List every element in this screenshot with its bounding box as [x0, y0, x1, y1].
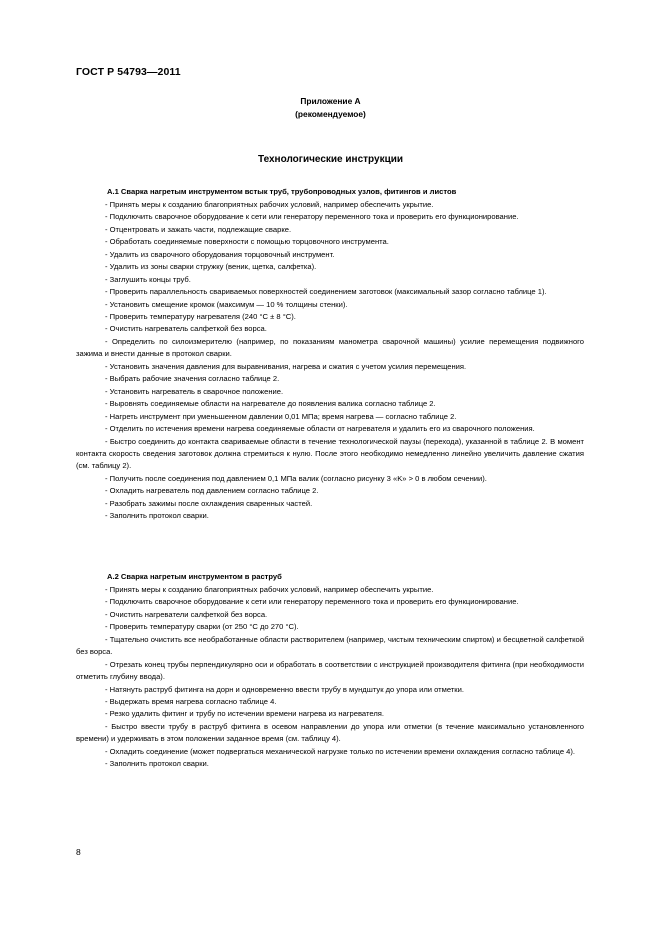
instruction-item: - Разобрать зажимы после охлаждения сваренных частей. [105, 498, 313, 508]
instruction-item: - Принять меры к созданию благоприятных рабочих условий, например обеспечить укрытие. [105, 584, 434, 594]
instruction-item: - Удалить из зоны сварки стружку (веник, щетка, салфетка). [105, 262, 317, 272]
instruction-item: - Тщательно очистить все необработанные области растворителем (например, чистым техническим спиртом) и бесцветной салфеткой без ворса. [76, 634, 584, 657]
instruction-item: - Очистить нагреватели салфеткой без ворса. [105, 609, 268, 619]
instruction-item: - Отделить по истечения времени нагрева соединяемые области от нагревателя и удалить его из сварочного положения. [105, 424, 535, 434]
instruction-item: - Заполнить протокол сварки. [105, 759, 209, 769]
instruction-item: - Быстро соединить до контакта свариваемые области в течение технологической паузы (перехода), указанной в таблице 2. В момент контакта скорость сведения заготовок должна стремиться к нулю. После этого необходимо немедленно линейно увеличить давление сжатия (см. таблицу 2). [76, 436, 584, 471]
instruction-item: - Выдержать время нагрева согласно таблице 4. [105, 697, 277, 707]
instruction-item: - Проверить температуру нагревателя (240 °С ± 8 °С). [105, 312, 296, 322]
instruction-item: - Охладить нагреватель под давлением согласно таблице 2. [105, 486, 319, 496]
document-header: ГОСТ Р 54793—2011 [76, 66, 181, 78]
section-heading: А.2 Сварка нагретым инструментом в раструб [107, 572, 282, 581]
instruction-item: - Проверить параллельность свариваемых поверхностей соединением заготовок (максимальный зазор согласно таблице 1). [105, 287, 547, 297]
instruction-item: - Быстро ввести трубу в раструб фитинга в осевом направлении до упора или отметки (в течение максимально установленного времени) и удерживать в этом положении заданное время (см. таблицу 4). [76, 721, 584, 744]
instruction-item: - Подключить сварочное оборудование к сети или генератору переменного тока и проверить его функционирование. [105, 597, 519, 607]
instruction-item: - Заполнить протокол сварки. [105, 511, 209, 521]
instruction-item: - Удалить из сварочного оборудования торцовочный инструмент. [105, 249, 335, 259]
instruction-item: - Охладить соединение (может подвергаться механической нагрузке только по истечении времени охлаждения согласно таблице 4). [105, 746, 576, 756]
annex-block [0, 95, 661, 121]
annex-title: Приложение А [300, 96, 361, 106]
instruction-item: - Заглушить концы труб. [105, 274, 191, 284]
instruction-item: - Проверить температуру сварки (от 250 °С до 270 °С). [105, 622, 299, 632]
instruction-item: - Определить по силоизмерителю (например, по показаниям манометра сварочной машины) усилие перемещения подвижного зажима и внести данные в протокол сварки. [76, 336, 584, 359]
instruction-item: - Установить смещение кромок (максимум — 10 % толщины стенки). [105, 299, 348, 309]
instruction-item: - Обработать соединяемые поверхности с помощью торцовочного инструмента. [105, 237, 389, 247]
section-heading: А.1 Сварка нагретым инструментом встык труб, трубопроводных узлов, фитингов и листов [107, 187, 457, 196]
section-a1 [76, 186, 584, 523]
instruction-item: - Выровнять соединяемые области на нагревателе до появления валика согласно таблице 2. [105, 399, 436, 409]
instruction-item: - Очистить нагреватель салфеткой без ворса. [105, 324, 267, 334]
section-a2 [76, 571, 584, 771]
page-number: 8 [76, 847, 81, 857]
instruction-item: - Выбрать рабочие значения согласно таблице 2. [105, 374, 280, 384]
instruction-item: - Получить после соединения под давлением 0,1 МПа валик (согласно рисунку 3 «K» > 0 в любом сечении). [105, 473, 487, 483]
instruction-item: - Установить нагреватель в сварочное положение. [105, 386, 284, 396]
instruction-item: - Установить значения давления для выравнивания, нагрева и сжатия с учетом усилия перемещения. [105, 361, 467, 371]
instruction-item: - Нагреть инструмент при уменьшенном давлении 0,01 МПа; время нагрева — согласно таблице 2. [105, 411, 457, 421]
instruction-item: - Резко удалить фитинг и трубу по истечении времени нагрева из нагревателя. [105, 709, 384, 719]
instruction-item: - Подключить сварочное оборудование к сети или генератору переменного тока и проверить его функционирование. [105, 212, 519, 222]
instruction-item: - Отцентровать и зажать части, подлежащие сварке. [105, 224, 292, 234]
document-title: Технологические инструкции [257, 154, 404, 165]
annex-status: (рекомендуемое) [295, 109, 366, 119]
instruction-item: - Натянуть раструб фитинга на дорн и одновременно ввести трубу в мундштук до упора или отметки. [105, 684, 464, 694]
instruction-item: - Отрезать конец трубы перпендикулярно оси и обработать в соответствии с инструкцией производителя фитинга (при необходимости отметить глубину ввода). [76, 659, 584, 682]
instruction-item: - Принять меры к созданию благоприятных рабочих условий, например обеспечить укрытие. [105, 199, 434, 209]
